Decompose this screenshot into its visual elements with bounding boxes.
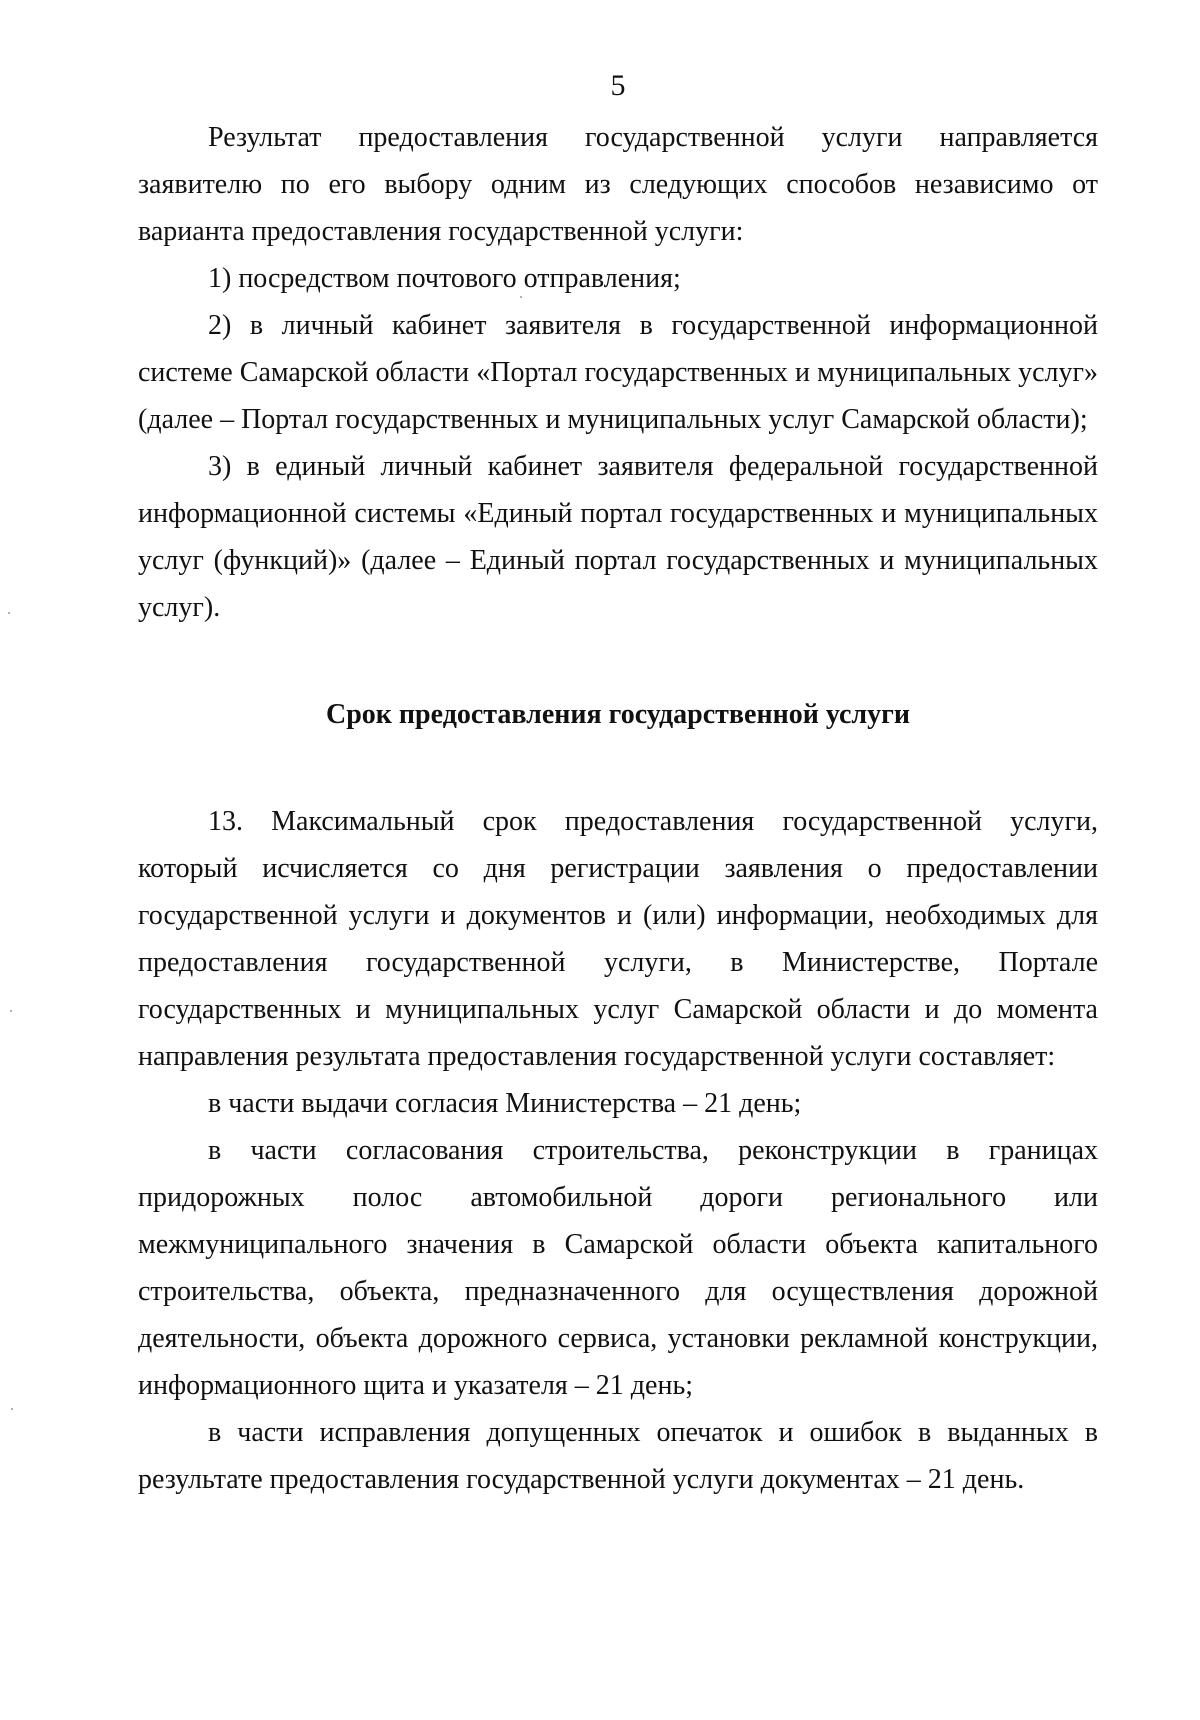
term-construction-paragraph: в части согласования строительства, реконструкции в границах придорожных полос автомобильной дороги регионального или межмуниципального значения в Самарской области объекта капитального строительства, объекта, предназначенного для осуществления дорожной деятельности, объекта дорожного сервиса, установки рекламной конструкции, информационного щита и указателя – 21 день; [138, 1135, 1098, 1401]
term-corrections-paragraph: в части исправления допущенных опечаток и ошибок в выданных в результате предоставления государственной услуги документах – 21 день. [138, 1417, 1098, 1495]
scan-speck [8, 612, 10, 614]
document-body [138, 114, 1098, 1503]
scan-speck [11, 1408, 13, 1410]
delivery-option-3: 3) в единый личный кабинет заявителя федеральной государственной информационной системы «Единый портал государственных и муниципальных услуг (функций)» (далее – Единый портал государственных и муниципальных услуг). [138, 451, 1098, 623]
clause-13-paragraph: 13. Максимальный срок предоставления государственной услуги, который исчисляется со дня регистрации заявления о предоставлении государственной услуги и документов и (или) информации, необходимых для предоставления государственной услуги, в Министерстве, Портале государственных и муниципальных услуг Самарской области и до момента направления результата предоставления государственной услуги составляет: [138, 806, 1098, 1072]
section-heading: Срок предоставления государственной услуги [326, 699, 910, 730]
scan-speck [10, 1010, 12, 1012]
delivery-option-2: 2) в личный кабинет заявителя в государственной информационной системе Самарской области «Портал государственных и муниципальных услуг» (далее – Портал государственных и муниципальных услуг Самарской области); [138, 310, 1098, 435]
scan-speck [520, 296, 522, 298]
delivery-option-1: 1) посредством почтового отправления; [208, 263, 681, 294]
term-consent-paragraph: в части выдачи согласия Министерства – 21 день; [208, 1088, 802, 1119]
page-number: 5 [610, 69, 626, 102]
result-delivery-paragraph: Результат предоставления государственной услуги направляется заявителю по его выбору одним из следующих способов независимо от варианта предоставления государственной услуги: [138, 122, 1098, 247]
